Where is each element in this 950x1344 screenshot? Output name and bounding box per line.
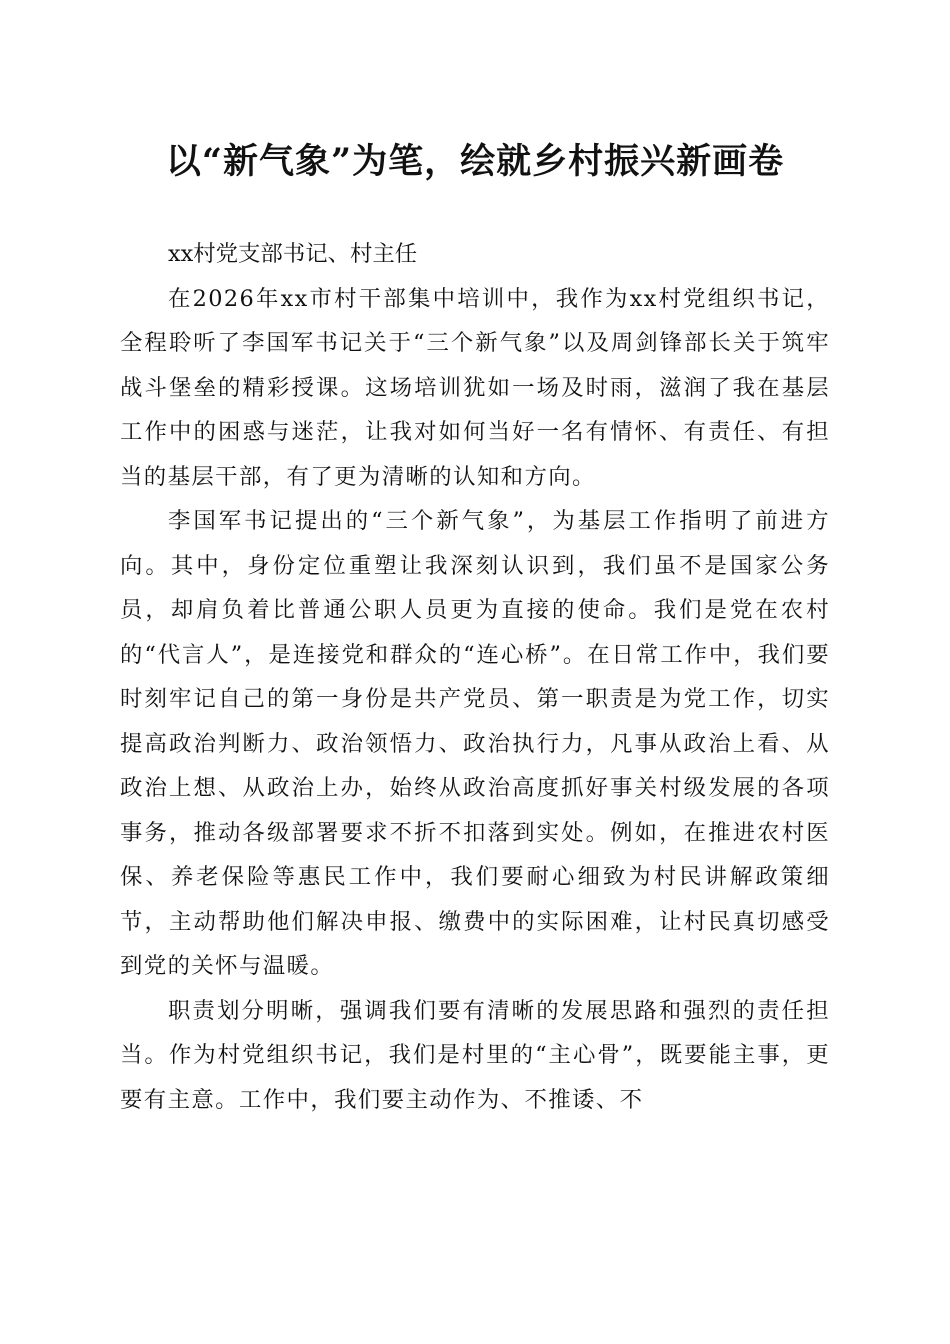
document-body — [120, 232, 830, 1122]
paragraph: 李国军书记提出的“三个新气象”，为基层工作指明了前进方向。其中，身份定位重塑让我深刻认识到，我们虽不是国家公务员，却肩负着比普通公职人员更为直接的使命。我们是党在农村的“代言人”，是连接党和群众的“连心桥”。在日常工作中，我们要时刻牢记自己的第一身份是共产党员、第一职责是为党工作，切实提高政治判断力、政治领悟力、政治执行力，凡事从政治上看、从政治上想、从政治上办，始终从政治高度抓好事关村级发展的各项事务，推动各级部署要求不折不扣落到实处。例如，在推进农村医保、养老保险等惠民工作中，我们要耐心细致为村民讲解政策细节，主动帮助他们解决申报、缴费中的实际困难，让村民真切感受到党的关怀与温暖。 — [120, 508, 830, 979]
document-title: 以“新气象”为笔，绘就乡村振兴新画卷 — [165, 141, 785, 182]
paragraph: 在2026年xx市村干部集中培训中，我作为xx村党组织书记，全程聆听了李国军书记关于“三个新气象”以及周剑锋部长关于筑牢战斗堡垒的精彩授课。这场培训犹如一场及时雨，滋润了我在基层工作中的困惑与迷茫，让我对如何当好一名有情怀、有责任、有担当的基层干部，有了更为清晰的认知和方向。 — [120, 285, 830, 490]
author-line: xx村党支部书记、村主任 — [168, 241, 418, 267]
paragraph: 职责划分明晰，强调我们要有清晰的发展思路和强烈的责任担当。作为村党组织书记，我们是村里的“主心骨”，既要能主事，更要有主意。工作中，我们要主动作为、不推诿、不 — [120, 997, 830, 1113]
